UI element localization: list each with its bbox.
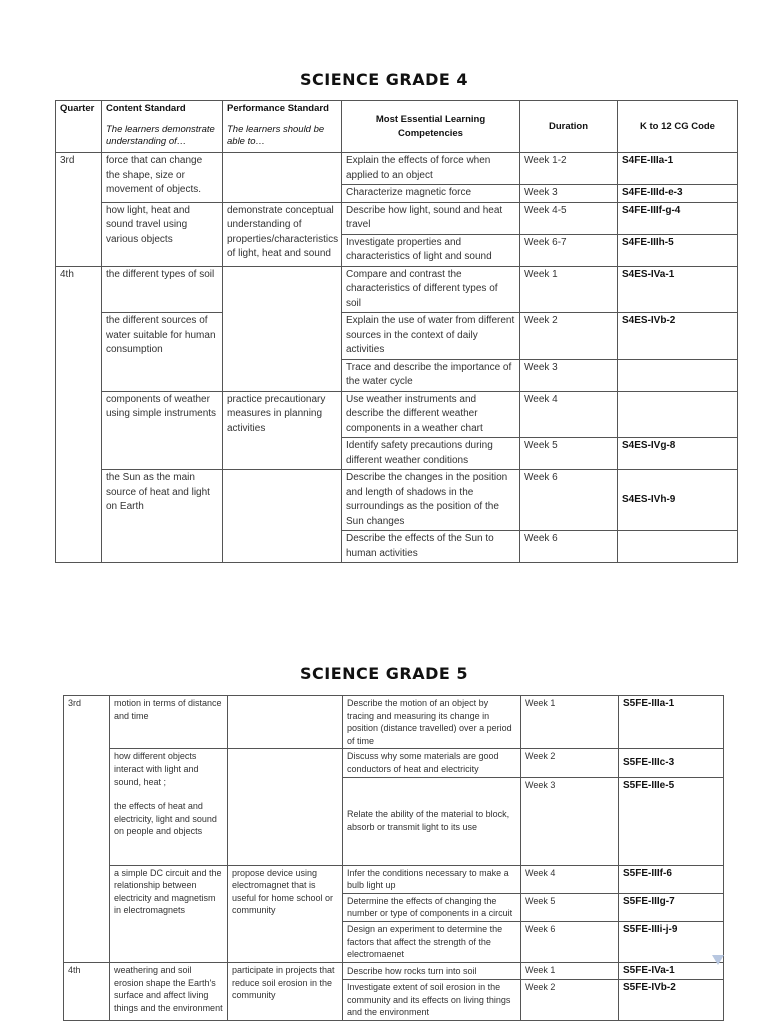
table-row xyxy=(56,391,738,438)
code-cell: S5FE-IVb-2 xyxy=(619,980,724,1021)
table-row xyxy=(56,153,738,185)
header-competencies: Most Essential Learning Competencies xyxy=(342,101,520,153)
competency-cell: Trace and describe the importance of the water cycle xyxy=(342,359,520,391)
performance-cell xyxy=(223,266,342,391)
content-text-2: the effects of heat and electricity, light and sound on people and objects xyxy=(114,801,217,837)
content-cell: a simple DC circuit and the relationship between electricity and magnetism in electromagnets xyxy=(110,865,228,962)
grade5-table-q3 xyxy=(63,695,724,963)
content-cell: the different sources of water suitable for human consumption xyxy=(102,313,223,392)
competency-cell: Describe the effects of the Sun to human activities xyxy=(342,531,520,563)
code-cell: S4FE-IIIa-1 xyxy=(618,153,738,185)
header-performance-sub: The learners should be able to… xyxy=(227,123,325,148)
duration-cell: Week 3 xyxy=(520,185,618,203)
competency-cell: Characterize magnetic force xyxy=(342,185,520,203)
competency-cell: Investigate properties and characteristics of light and sound xyxy=(342,234,520,266)
duration-cell: Week 6 xyxy=(520,531,618,563)
header-quarter: Quarter xyxy=(56,101,102,153)
performance-cell: demonstrate conceptual understanding of properties/characteristics of light, heat and sound xyxy=(223,202,342,266)
code-cell: S4FE-IIIf-g-4 xyxy=(618,202,738,234)
header-code: K to 12 CG Code xyxy=(618,101,738,153)
code-cell: S4ES-IVa-1 xyxy=(618,266,738,313)
competency-cell: Describe how light, sound and heat travel xyxy=(342,202,520,234)
grade4-title: SCIENCE GRADE 4 xyxy=(299,70,469,89)
header-content-label: Content Standard xyxy=(106,103,186,114)
table-row xyxy=(64,963,724,980)
performance-cell xyxy=(228,749,343,865)
duration-cell: Week 4 xyxy=(520,391,618,438)
performance-cell: propose device using electromagnet that is useful for home school or community xyxy=(228,865,343,962)
duration-cell: Week 3 xyxy=(521,777,619,865)
content-cell: the different types of soil xyxy=(102,266,223,313)
code-cell: S5FE-IIIg-7 xyxy=(619,893,724,921)
competency-cell: Identify safety precautions during different weather conditions xyxy=(342,438,520,470)
content-cell: force that can change the shape, size or movement of objects. xyxy=(102,153,223,203)
competency-cell: Explain the use of water from different sources in the context of daily activities xyxy=(342,313,520,360)
competency-cell: Design an experiment to determine the factors that affect the strength of the electromaenet xyxy=(343,921,521,962)
code-cell xyxy=(618,359,738,391)
table-row xyxy=(64,749,724,777)
competency-cell: Relate the ability of the material to block, absorb or transmit light to its use xyxy=(343,777,521,865)
code-cell: S5FE-IIIf-6 xyxy=(619,865,724,893)
content-cell: weathering and soil erosion shape the Earth's surface and affect living things and the environment xyxy=(110,963,228,1021)
duration-cell: Week 1 xyxy=(521,696,619,749)
quarter-cell: 4th xyxy=(56,266,102,563)
header-content-sub: The learners demonstrate understanding of… xyxy=(106,123,215,148)
table-row xyxy=(64,696,724,749)
code-cell: S5FE-IIIe-5 xyxy=(619,777,724,865)
competency-cell: Investigate extent of soil erosion in the community and its effects on living things and the environment xyxy=(343,980,521,1021)
grade5-table-q4 xyxy=(63,962,724,1021)
table-row xyxy=(56,470,738,531)
code-cell: S5FE-IIIi-j-9 xyxy=(619,921,724,962)
duration-cell: Week 2 xyxy=(521,749,619,777)
performance-cell: practice precautionary measures in planning activities xyxy=(223,391,342,470)
quarter-cell: 4th xyxy=(64,963,110,1021)
table-row xyxy=(56,202,738,234)
duration-cell: Week 4 xyxy=(521,865,619,893)
code-cell xyxy=(618,391,738,438)
table-row xyxy=(56,313,738,360)
performance-cell: participate in projects that reduce soil erosion in the community xyxy=(228,963,343,1021)
code-cell: S5FE-IVa-1 xyxy=(619,963,724,980)
grade4-table xyxy=(55,100,738,563)
content-text-1: how different objects interact with light and sound, heat ; xyxy=(114,751,199,787)
competency-cell: Determine the effects of changing the number or type of components in a circuit xyxy=(343,893,521,921)
header-content-standard xyxy=(102,101,223,153)
competency-cell: Describe how rocks turn into soil xyxy=(343,963,521,980)
performance-cell xyxy=(228,696,343,749)
header-performance-label: Performance Standard xyxy=(227,103,329,114)
duration-cell: Week 1 xyxy=(520,266,618,313)
duration-cell: Week 2 xyxy=(520,313,618,360)
quarter-cell: 3rd xyxy=(56,153,102,267)
header-performance-standard xyxy=(223,101,342,153)
duration-cell: Week 2 xyxy=(521,980,619,1021)
code-cell: S5FE-IIIc-3 xyxy=(619,749,724,777)
table-row xyxy=(56,266,738,313)
competency-cell: Discuss why some materials are good conductors of heat and electricity xyxy=(343,749,521,777)
duration-cell: Week 1-2 xyxy=(520,153,618,185)
content-cell xyxy=(110,749,228,865)
code-cell: S4FE-IIIh-5 xyxy=(618,234,738,266)
content-cell: the Sun as the main source of heat and light on Earth xyxy=(102,470,223,563)
table-row xyxy=(64,865,724,893)
code-cell xyxy=(618,531,738,563)
duration-cell: Week 6 xyxy=(520,470,618,531)
duration-cell: Week 6-7 xyxy=(520,234,618,266)
scroll-marker-icon xyxy=(712,955,724,965)
duration-cell: Week 1 xyxy=(521,963,619,980)
duration-cell: Week 3 xyxy=(520,359,618,391)
header-row xyxy=(56,101,738,153)
competency-cell: Use weather instruments and describe the different weather components in a weather chart xyxy=(342,391,520,438)
code-cell: S4FE-IIId-e-3 xyxy=(618,185,738,203)
competency-cell: Compare and contrast the characteristics of different types of soil xyxy=(342,266,520,313)
header-duration: Duration xyxy=(520,101,618,153)
duration-cell: Week 6 xyxy=(521,921,619,962)
competency-cell: Infer the conditions necessary to make a bulb light up xyxy=(343,865,521,893)
code-cell: S5FE-IIIa-1 xyxy=(619,696,724,749)
code-cell: S4ES-IVb-2 xyxy=(618,313,738,360)
content-cell: how light, heat and sound travel using various objects xyxy=(102,202,223,266)
duration-cell: Week 5 xyxy=(520,438,618,470)
competency-cell: Explain the effects of force when applied to an object xyxy=(342,153,520,185)
grade5-title: SCIENCE GRADE 5 xyxy=(299,664,469,683)
duration-cell: Week 4-5 xyxy=(520,202,618,234)
content-cell: components of weather using simple instruments xyxy=(102,391,223,470)
code-cell: S4ES-IVg-8 xyxy=(618,438,738,470)
competency-cell: Describe the changes in the position and length of shadows in the surroundings as the position of the Sun changes xyxy=(342,470,520,531)
competency-cell: Describe the motion of an object by tracing and measuring its change in position (distance travelled) over a period of time xyxy=(343,696,521,749)
content-cell: motion in terms of distance and time xyxy=(110,696,228,749)
duration-cell: Week 5 xyxy=(521,893,619,921)
quarter-cell: 3rd xyxy=(64,696,110,963)
performance-cell xyxy=(223,470,342,563)
code-cell: S4ES-IVh-9 xyxy=(618,470,738,531)
performance-cell xyxy=(223,153,342,203)
